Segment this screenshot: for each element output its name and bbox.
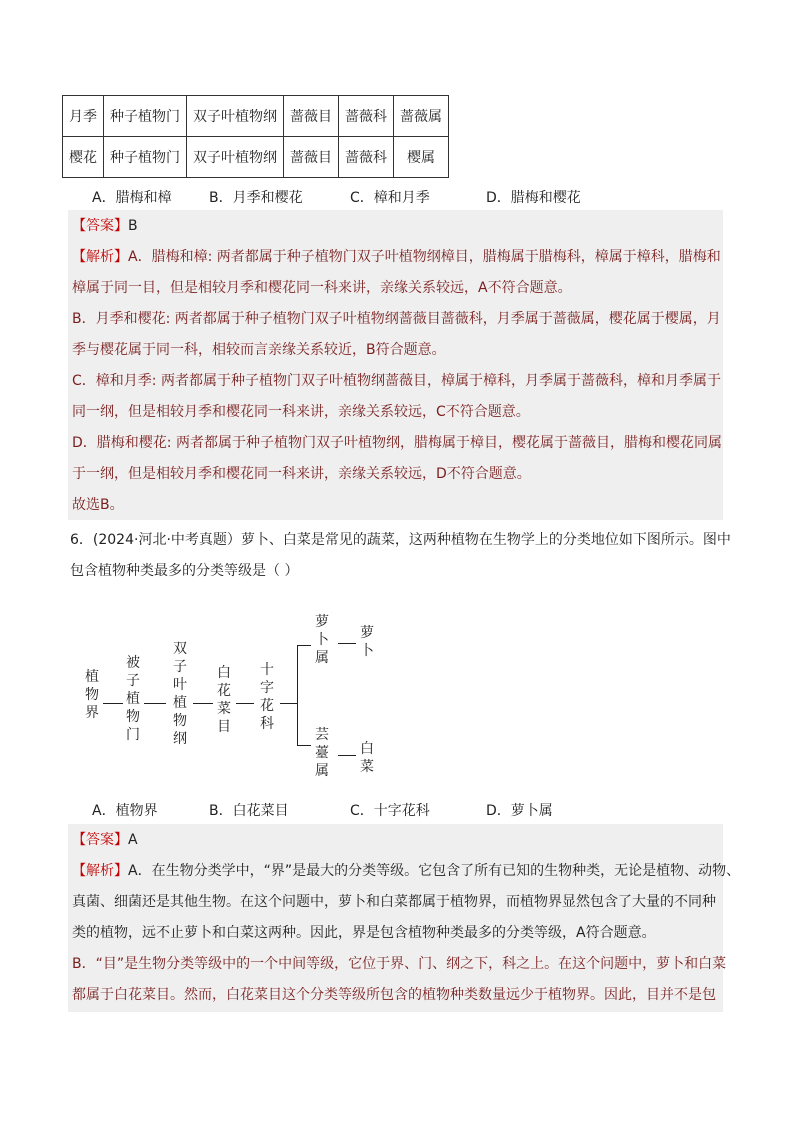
- diagram-char: 科: [260, 716, 274, 732]
- bracket-line: [297, 645, 298, 745]
- classification-table: [62, 95, 449, 178]
- diagram-kingdom-text: [84, 668, 100, 722]
- q5-conclusion: 故选B。: [72, 497, 124, 513]
- diagram-genus-top: [314, 613, 330, 667]
- diagram-char: 花: [260, 698, 274, 714]
- diagram-family-text: [259, 661, 275, 733]
- bracket-line: [297, 645, 311, 646]
- diagram-char: 属: [315, 763, 329, 779]
- q6-answer: [72, 830, 722, 850]
- diagram-char: 物: [85, 687, 99, 703]
- diagram-species-top: [359, 624, 375, 660]
- q5-answer: [72, 216, 722, 236]
- connector-line: [338, 755, 356, 756]
- connector-line: [236, 703, 254, 704]
- q5-analysis-line-8: 于一纲，但是相较月季和樱花同一科来讲，亲缘关系较远，D不符合题意。: [72, 466, 531, 482]
- diagram-char: 纲: [173, 731, 187, 747]
- diagram-char: 物: [126, 709, 140, 725]
- q6-analysis-line-1: [72, 861, 741, 881]
- answer-value: B: [128, 218, 138, 234]
- diagram-genus-top-text: [314, 613, 330, 667]
- table-cell: 种子植物门: [104, 137, 187, 178]
- diagram-phylum: [125, 654, 141, 744]
- answer-tag: 【答案】: [72, 218, 128, 234]
- q6-analysis-line-2: 真菌、细菌还是其他生物。在这个问题中，萝卜和白菜都属于植物界，而植物界显然包含了大量的不同种: [72, 894, 716, 910]
- diagram-char: 子: [126, 673, 140, 689]
- diagram-char: 门: [126, 727, 140, 743]
- diagram-char: 属: [315, 650, 329, 666]
- diagram-genus-bottom-text: [314, 726, 330, 780]
- diagram-char: 双: [173, 641, 187, 657]
- diagram-char: 子: [173, 659, 187, 675]
- q5-analysis-line-2: 樟属于同一目，但是相较月季和樱花同一科来讲，亲缘关系较远，A不符合题意。: [72, 280, 572, 296]
- table-cell: 樱花: [63, 137, 104, 178]
- connector-line: [338, 643, 356, 644]
- q5-analysis-line-3: B．月季和樱花: 两者都属于种子植物门双子叶植物纲蔷薇目蔷薇科，月季属于蔷薇属，樱花属于樱属，月: [72, 311, 721, 327]
- q6-analysis-line-5: 都属于白花菜目。然而，白花菜目这个分类等级所包含的植物种类数量远少于植物界。因此，目并不是包: [72, 987, 716, 1003]
- analysis-tag: 【解析】: [72, 863, 128, 879]
- diagram-char: 菜: [360, 759, 374, 775]
- analysis-tag: 【解析】: [72, 249, 128, 265]
- table-row: [63, 96, 449, 137]
- table-cell: 蔷薇目: [284, 137, 339, 178]
- diagram-char: 萝: [360, 625, 374, 641]
- q6-option-d[interactable]: D．萝卜属: [486, 803, 553, 819]
- q5-analysis-line-6: 同一纲，但是相较月季和樱花同一科来讲，亲缘关系较远，C不符合题意。: [72, 404, 530, 420]
- analysis-text: A．在生物分类学中，“界”是最大的分类等级。它包含了所有已知的生物种类，无论是植物、动物、: [128, 863, 741, 879]
- q5-analysis-line-5: C．樟和月季: 两者都属于种子植物门双子叶植物纲蔷薇目，樟属于樟科，月季属于蔷薇科，樟和月季属于: [72, 373, 721, 389]
- table-cell: 双子叶植物纲: [187, 137, 284, 178]
- diagram-genus-bottom: [314, 726, 330, 780]
- table-cell: 蔷薇目: [284, 96, 339, 137]
- q5-analysis-line-4: 季与樱花属于同一科，相较而言亲缘关系较近，B符合题意。: [72, 342, 446, 358]
- table-cell: 种子植物门: [104, 96, 187, 137]
- diagram-family: [259, 661, 275, 733]
- q6-option-b[interactable]: B．白花菜目: [209, 803, 289, 819]
- diagram-char: 十: [260, 662, 274, 678]
- diagram-class: [172, 640, 188, 748]
- q6-analysis-line-3: 类的植物，远不止萝卜和白菜这两种。因此，界是包含植物种类最多的分类等级，A符合题意。: [72, 925, 656, 941]
- diagram-phylum-text: [125, 654, 141, 744]
- bracket-line: [297, 745, 311, 746]
- q5-option-d[interactable]: D．腊梅和樱花: [486, 190, 581, 206]
- table-cell: 蔷薇科: [339, 137, 394, 178]
- diagram-char: 卜: [360, 643, 374, 659]
- q6-stem-line-2: 包含植物种类最多的分类等级是（ ）: [70, 563, 299, 579]
- diagram-char: 菜: [217, 701, 231, 717]
- table-cell: 双子叶植物纲: [187, 96, 284, 137]
- connector-line: [193, 703, 213, 704]
- table-cell: 樱属: [394, 137, 449, 178]
- diagram-kingdom: [84, 668, 100, 722]
- table-cell: 月季: [63, 96, 104, 137]
- diagram-char: 植: [85, 669, 99, 685]
- diagram-char: 字: [260, 680, 274, 696]
- q5-analysis-line-1: [72, 247, 722, 267]
- diagram-char: 界: [85, 705, 99, 721]
- diagram-char: 薹: [315, 745, 329, 761]
- q5-option-c[interactable]: C．樟和月季: [350, 190, 430, 206]
- diagram-species-top-text: [359, 624, 375, 660]
- q6-option-a[interactable]: A．植物界: [92, 803, 158, 819]
- diagram-char: 萝: [315, 614, 329, 630]
- analysis-text: A．腊梅和樟: 两者都属于种子植物门双子叶植物纲樟目，腊梅属于腊梅科，樟属于樟科，腊梅和: [128, 249, 721, 265]
- table-cell: 蔷薇属: [394, 96, 449, 137]
- connector-line: [103, 703, 123, 704]
- q6-stem-line-1: 6．(2024·河北·中考真题）萝卜、白菜是常见的蔬菜，这两种植物在生物学上的分类地位如下图所示。图中: [70, 532, 731, 548]
- diagram-char: 白: [217, 665, 231, 681]
- diagram-order-text: [216, 664, 232, 736]
- diagram-char: 芸: [315, 727, 329, 743]
- diagram-char: 叶: [173, 677, 187, 693]
- q6-option-c[interactable]: C．十字花科: [350, 803, 430, 819]
- diagram-char: 物: [173, 713, 187, 729]
- diagram-order: [216, 664, 232, 736]
- diagram-species-bottom: [359, 740, 375, 776]
- q6-analysis-line-4: B．“目”是生物分类等级中的一个中间等级，它位于界、门、纲之下，科之上。在这个问题中，萝卜和白菜: [72, 956, 727, 972]
- q6-answer-block: [68, 824, 727, 1012]
- connector-line: [280, 703, 297, 704]
- connector-line: [144, 703, 166, 704]
- table-row: [63, 137, 449, 178]
- q5-analysis-line-7: D．腊梅和樱花: 两者都属于种子植物门双子叶植物纲，腊梅属于樟目，樱花属于蔷薇目，腊梅和樱花同属: [72, 435, 722, 451]
- diagram-char: 目: [217, 719, 231, 735]
- q5-option-a[interactable]: A．腊梅和樟: [92, 190, 172, 206]
- diagram-char: 被: [126, 655, 140, 671]
- diagram-char: 植: [173, 695, 187, 711]
- diagram-class-text: [172, 640, 188, 748]
- diagram-char: 花: [217, 683, 231, 699]
- q5-option-b[interactable]: B．月季和樱花: [209, 190, 303, 206]
- diagram-species-bottom-text: [359, 740, 375, 776]
- table-cell: 蔷薇科: [339, 96, 394, 137]
- answer-value: A: [128, 832, 138, 848]
- diagram-char: 卜: [315, 632, 329, 648]
- diagram-char: 白: [360, 741, 374, 757]
- diagram-char: 植: [126, 691, 140, 707]
- answer-tag: 【答案】: [72, 832, 128, 848]
